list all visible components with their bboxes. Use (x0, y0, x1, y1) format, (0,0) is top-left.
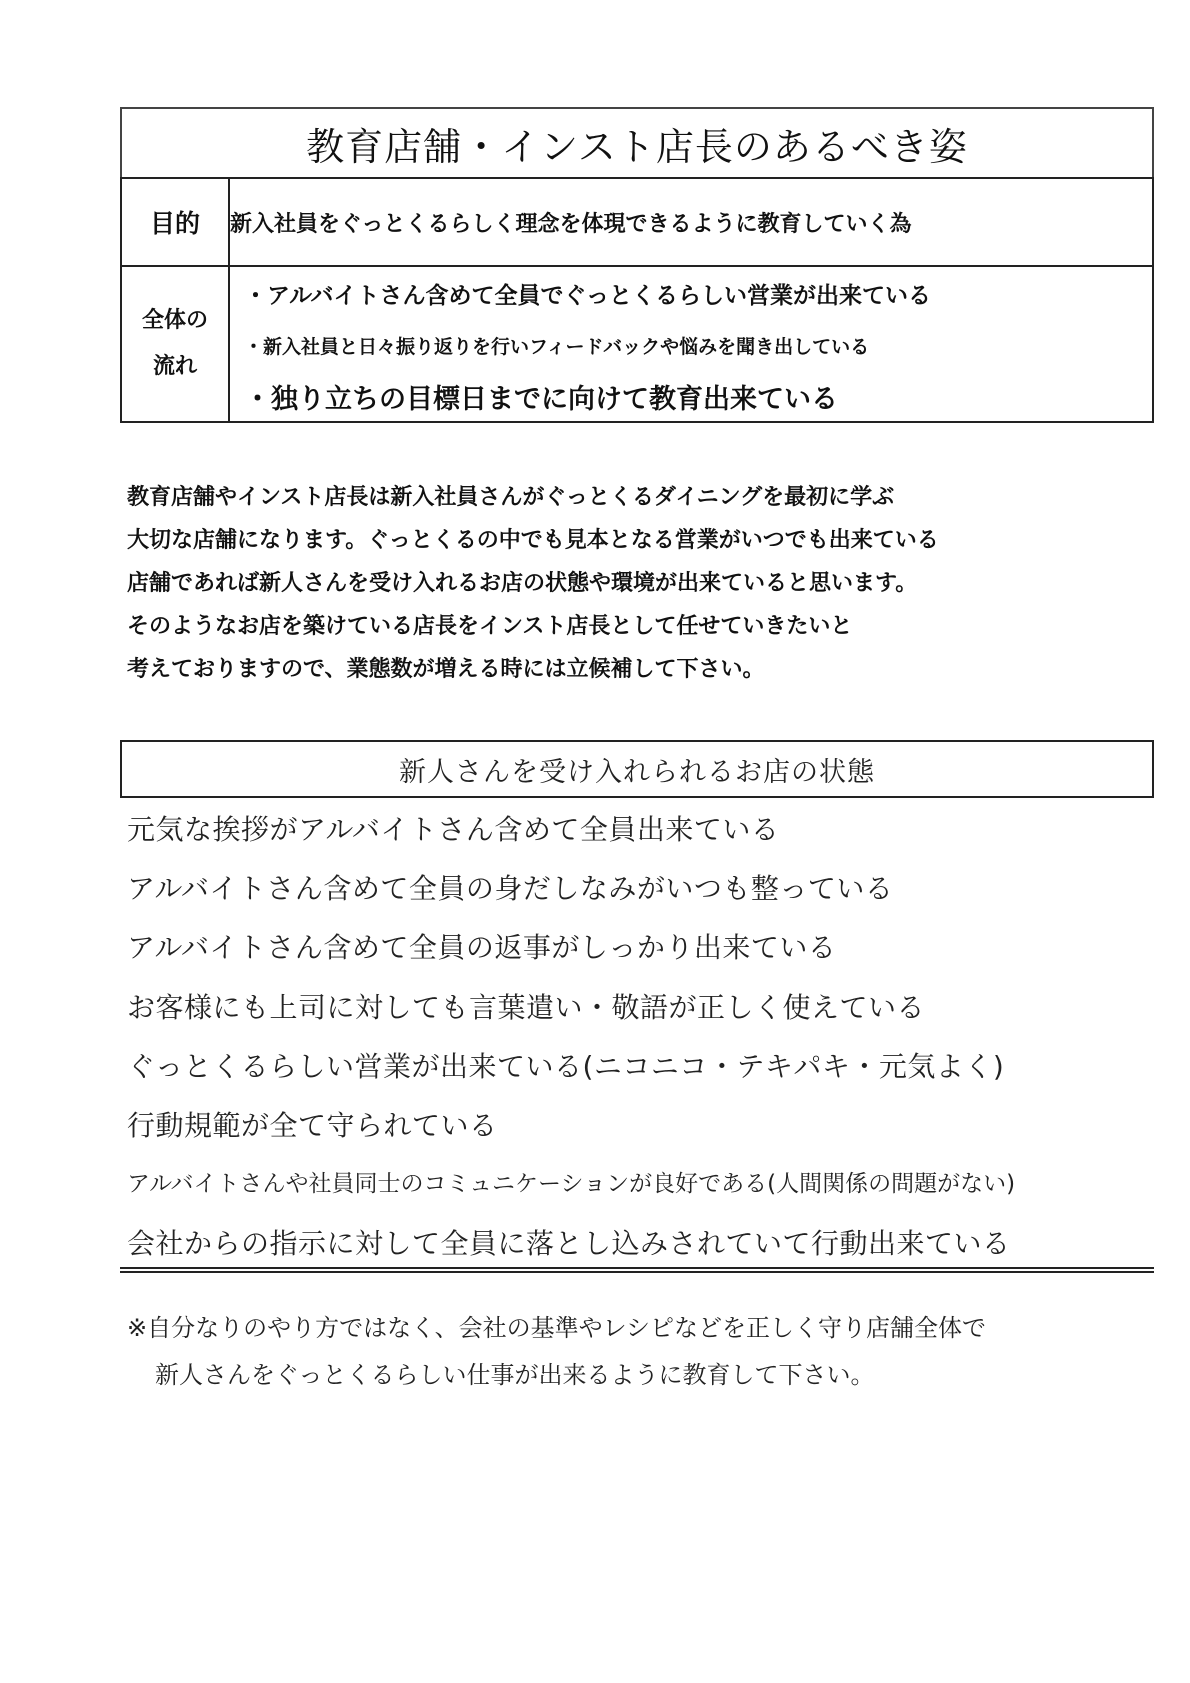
double-divider (120, 1267, 1154, 1273)
state-item: お客様にも上司に対しても言葉遣い・敬語が正しく使えている (127, 990, 926, 1024)
summary-table (120, 177, 1154, 423)
purpose-label: 目的 (121, 178, 229, 266)
state-section-header: 新人さんを受け入れられるお店の状態 (120, 740, 1154, 798)
flow-item: ・新入社員と日々振り返りを行いフィードバックや悩みを聞き出している (244, 336, 870, 358)
footnote (127, 1305, 1157, 1399)
purpose-text: 新入社員をぐっとくるらしく理念を体現できるように教育していく為 (229, 178, 1153, 266)
footnote-line-1: ※自分なりのやり方ではなく、会社の基準やレシピなどを正しく守り店舗全体で (127, 1314, 987, 1342)
intro-line: 店舗であれば新人さんを受け入れるお店の状態や環境が出来ていると思います。 (127, 571, 918, 596)
intro-paragraph (127, 476, 1157, 691)
state-item: ぐっとくるらしい営業が出来ている(ニコニコ・テキパキ・元気よく) (127, 1049, 1005, 1083)
purpose-row (121, 178, 1153, 266)
document-title-box (120, 107, 1154, 177)
intro-line: 考えておりますので、業態数が増える時には立候補して下さい。 (127, 657, 765, 682)
intro-line: 教育店舗やインスト店長は新入社員さんがぐっとくるダイニングを最初に学ぶ (127, 485, 895, 510)
intro-line: そのようなお店を築けている店長をインスト店長として任せていきたいと (127, 614, 853, 639)
intro-line: 大切な店舗になります。ぐっとくるの中でも見本となる営業がいつでも出来ている (127, 528, 939, 553)
state-item: 元気な挨拶がアルバイトさん含めて全員出来ている (127, 813, 780, 846)
state-item: 会社からの指示に対して全員に落とし込みされていて行動出来ている (127, 1227, 1011, 1261)
flow-item: ・アルバイトさん含めて全員でぐっとくるらしい営業が出来ている (244, 283, 932, 309)
document-title: 教育店舗・インスト店長のあるべき姿 (306, 124, 968, 169)
flow-row (121, 266, 1153, 422)
state-item: アルバイトさん含めて全員の身だしなみがいつも整っている (127, 872, 894, 906)
flow-label-line-2: 流れ (152, 354, 197, 379)
state-item: 行動規範が全て守られている (127, 1108, 498, 1142)
flow-label-line-1: 全体の (141, 308, 208, 333)
state-list (127, 800, 1157, 1274)
state-item: アルバイトさん含めて全員の返事がしっかり出来ている (127, 931, 837, 965)
flow-list (229, 266, 1153, 422)
flow-item: ・独り立ちの目標日までに向けて教育出来ている (244, 384, 838, 415)
footnote-line-2: 新人さんをぐっとくるらしい仕事が出来るように教育して下さい。 (155, 1361, 875, 1389)
state-item: アルバイトさんや社員同士のコミュニケーションが良好である(人間関係の問題がない) (127, 1171, 1016, 1198)
flow-label (121, 266, 229, 422)
